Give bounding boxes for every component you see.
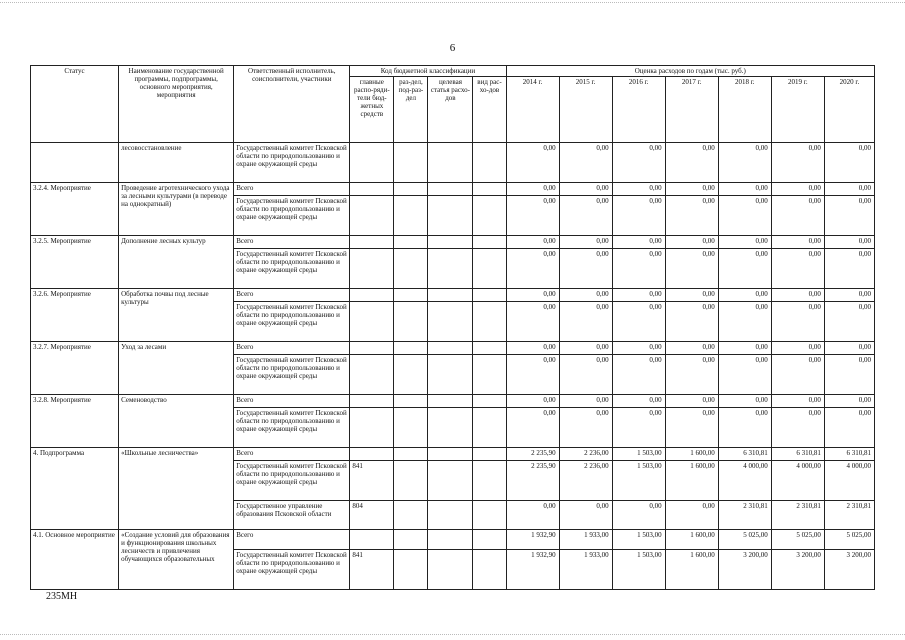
code-kind-cell — [473, 530, 506, 550]
header-code-target: целевая статья расхо-дов — [428, 77, 473, 143]
code-target-cell — [428, 143, 473, 183]
code-section-cell — [394, 196, 428, 236]
responsible-cell: Государственный комитет Псковской области по природопользованию и охране окружающей среды — [234, 461, 350, 501]
value-cell: 0,00 — [612, 355, 665, 395]
value-cell: 0,00 — [559, 302, 612, 342]
value-cell: 0,00 — [665, 249, 718, 289]
value-cell: 2 236,00 — [559, 448, 612, 461]
code-main-cell — [350, 342, 394, 355]
value-cell: 0,00 — [718, 342, 771, 355]
value-cell: 0,00 — [612, 236, 665, 249]
code-kind-cell — [473, 550, 506, 590]
header-year: 2019 г. — [771, 77, 824, 143]
value-cell: 0,00 — [665, 302, 718, 342]
name-cell: лесовосстановление — [119, 143, 234, 183]
value-cell: 0,00 — [665, 143, 718, 183]
value-cell: 0,00 — [824, 143, 874, 183]
table-row — [31, 236, 875, 249]
value-cell: 2 235,90 — [506, 448, 559, 461]
code-kind-cell — [473, 448, 506, 461]
code-main-cell: 841 — [350, 550, 394, 590]
value-cell: 0,00 — [665, 183, 718, 196]
value-cell: 0,00 — [824, 302, 874, 342]
code-main-cell — [350, 530, 394, 550]
value-cell: 0,00 — [824, 183, 874, 196]
value-cell: 0,00 — [506, 249, 559, 289]
value-cell: 1 933,00 — [559, 530, 612, 550]
code-target-cell — [428, 501, 473, 530]
value-cell: 1 503,00 — [612, 448, 665, 461]
value-cell: 0,00 — [612, 289, 665, 302]
value-cell: 0,00 — [506, 143, 559, 183]
code-target-cell — [428, 530, 473, 550]
name-cell: Дополнение лесных культур — [119, 236, 234, 289]
value-cell: 0,00 — [506, 236, 559, 249]
header-year: 2015 г. — [559, 77, 612, 143]
responsible-cell: Всего — [234, 448, 350, 461]
code-target-cell — [428, 448, 473, 461]
responsible-cell: Государственный комитет Псковской области по природопользованию и охране окружающей среды — [234, 355, 350, 395]
value-cell: 6 310,81 — [771, 448, 824, 461]
code-section-cell — [394, 289, 428, 302]
document-code: 235МН — [46, 591, 78, 602]
header-status: Статус — [31, 66, 119, 143]
value-cell: 0,00 — [771, 183, 824, 196]
value-cell: 0,00 — [506, 302, 559, 342]
responsible-cell: Государственное управление образования Псковской области — [234, 501, 350, 530]
code-section-cell — [394, 183, 428, 196]
name-cell: «Создание условий для образования и функционирования школьных лесничеств и привлечения обучающихся образовательных — [119, 530, 234, 590]
value-cell: 0,00 — [771, 395, 824, 408]
code-main-cell — [350, 196, 394, 236]
code-main-cell — [350, 408, 394, 448]
value-cell: 0,00 — [612, 143, 665, 183]
value-cell: 0,00 — [665, 501, 718, 530]
value-cell: 0,00 — [771, 236, 824, 249]
value-cell: 3 200,00 — [824, 550, 874, 590]
value-cell: 0,00 — [824, 196, 874, 236]
value-cell: 1 932,90 — [506, 550, 559, 590]
header-responsible: Ответственный исполнитель, соисполнители, участники — [234, 66, 350, 143]
value-cell: 0,00 — [559, 355, 612, 395]
value-cell: 0,00 — [559, 196, 612, 236]
responsible-cell: Государственный комитет Псковской области по природопользованию и охране окружающей среды — [234, 143, 350, 183]
table-row — [31, 342, 875, 355]
value-cell: 2 310,81 — [771, 501, 824, 530]
code-target-cell — [428, 249, 473, 289]
value-cell: 0,00 — [559, 395, 612, 408]
header-code-section: раз-дел, под-раз-дел — [394, 77, 428, 143]
name-cell: «Школьные лесничества» — [119, 448, 234, 530]
value-cell: 2 236,00 — [559, 461, 612, 501]
code-main-cell — [350, 289, 394, 302]
value-cell: 0,00 — [718, 395, 771, 408]
header-name: Наименование государственной программы, подпрограммы, основного мероприятия, мероприятия — [119, 66, 234, 143]
value-cell: 0,00 — [506, 501, 559, 530]
value-cell: 0,00 — [612, 395, 665, 408]
value-cell: 0,00 — [824, 249, 874, 289]
value-cell: 1 503,00 — [612, 530, 665, 550]
code-main-cell — [350, 183, 394, 196]
value-cell: 0,00 — [771, 289, 824, 302]
scan-bottom-edge — [0, 634, 905, 635]
value-cell: 0,00 — [612, 196, 665, 236]
status-cell: 3.2.6. Мероприятие — [31, 289, 119, 342]
value-cell: 0,00 — [506, 289, 559, 302]
table-row — [31, 143, 875, 183]
value-cell: 1 600,00 — [665, 550, 718, 590]
code-main-cell: 804 — [350, 501, 394, 530]
code-main-cell — [350, 143, 394, 183]
value-cell: 0,00 — [612, 302, 665, 342]
code-section-cell — [394, 342, 428, 355]
code-section-cell — [394, 501, 428, 530]
value-cell: 0,00 — [771, 302, 824, 342]
code-target-cell — [428, 183, 473, 196]
value-cell: 0,00 — [771, 408, 824, 448]
code-main-cell — [350, 249, 394, 289]
code-target-cell — [428, 302, 473, 342]
value-cell: 0,00 — [771, 143, 824, 183]
responsible-cell: Государственный комитет Псковской области по природопользованию и охране окружающей среды — [234, 408, 350, 448]
header-code-main: главные распо-ряди-тели бюд-жетных средств — [350, 77, 394, 143]
name-cell: Семеноводство — [119, 395, 234, 448]
value-cell: 5 025,00 — [771, 530, 824, 550]
table-row — [31, 530, 875, 550]
value-cell: 0,00 — [718, 143, 771, 183]
code-target-cell — [428, 236, 473, 249]
value-cell: 0,00 — [559, 408, 612, 448]
value-cell: 0,00 — [771, 196, 824, 236]
value-cell: 0,00 — [718, 183, 771, 196]
code-kind-cell — [473, 249, 506, 289]
value-cell: 4 000,00 — [824, 461, 874, 501]
value-cell: 1 932,90 — [506, 530, 559, 550]
value-cell: 0,00 — [665, 342, 718, 355]
code-section-cell — [394, 530, 428, 550]
value-cell: 0,00 — [718, 302, 771, 342]
header-code-kind: вид рас-хо-дов — [473, 77, 506, 143]
value-cell: 0,00 — [665, 289, 718, 302]
value-cell: 0,00 — [771, 342, 824, 355]
table-row — [31, 183, 875, 196]
page-number: 6 — [449, 42, 456, 54]
code-section-cell — [394, 236, 428, 249]
code-main-cell — [350, 448, 394, 461]
value-cell: 6 310,81 — [824, 448, 874, 461]
value-cell: 1 600,00 — [665, 461, 718, 501]
value-cell: 4 000,00 — [718, 461, 771, 501]
value-cell: 1 503,00 — [612, 550, 665, 590]
responsible-cell: Всего — [234, 289, 350, 302]
value-cell: 0,00 — [506, 395, 559, 408]
value-cell: 5 025,00 — [824, 530, 874, 550]
header-estimate-group: Оценка расходов по годам (тыс. руб.) — [506, 66, 874, 77]
value-cell: 1 600,00 — [665, 448, 718, 461]
value-cell: 0,00 — [559, 143, 612, 183]
status-cell — [31, 143, 119, 183]
code-target-cell — [428, 342, 473, 355]
code-kind-cell — [473, 342, 506, 355]
code-main-cell: 841 — [350, 461, 394, 501]
code-kind-cell — [473, 196, 506, 236]
table-row — [31, 448, 875, 461]
value-cell: 5 025,00 — [718, 530, 771, 550]
value-cell: 0,00 — [824, 395, 874, 408]
code-target-cell — [428, 408, 473, 448]
value-cell: 2 235,90 — [506, 461, 559, 501]
value-cell: 0,00 — [665, 395, 718, 408]
responsible-cell: Всего — [234, 183, 350, 196]
code-section-cell — [394, 143, 428, 183]
status-cell: 3.2.7. Мероприятие — [31, 342, 119, 395]
value-cell: 0,00 — [665, 408, 718, 448]
budget-table — [30, 65, 875, 590]
value-cell: 0,00 — [824, 342, 874, 355]
code-kind-cell — [473, 183, 506, 196]
code-main-cell — [350, 395, 394, 408]
code-section-cell — [394, 302, 428, 342]
value-cell: 4 000,00 — [771, 461, 824, 501]
value-cell: 0,00 — [665, 236, 718, 249]
header-year: 2017 г. — [665, 77, 718, 143]
value-cell: 0,00 — [612, 249, 665, 289]
value-cell: 0,00 — [506, 355, 559, 395]
name-cell: Уход за лесами — [119, 342, 234, 395]
responsible-cell: Всего — [234, 530, 350, 550]
header-year: 2014 г. — [506, 77, 559, 143]
value-cell: 0,00 — [824, 408, 874, 448]
value-cell: 0,00 — [824, 236, 874, 249]
code-kind-cell — [473, 461, 506, 501]
code-target-cell — [428, 196, 473, 236]
status-cell: 3.2.8. Мероприятие — [31, 395, 119, 448]
value-cell: 1 600,00 — [665, 530, 718, 550]
value-cell: 0,00 — [559, 501, 612, 530]
code-kind-cell — [473, 501, 506, 530]
code-main-cell — [350, 236, 394, 249]
value-cell: 0,00 — [559, 249, 612, 289]
table-row — [31, 395, 875, 408]
code-target-cell — [428, 461, 473, 501]
value-cell: 3 200,00 — [718, 550, 771, 590]
status-cell: 3.2.5. Мероприятие — [31, 236, 119, 289]
header-year: 2016 г. — [612, 77, 665, 143]
code-target-cell — [428, 395, 473, 408]
name-cell: Обработка почвы под лесные культуры — [119, 289, 234, 342]
code-kind-cell — [473, 355, 506, 395]
code-main-cell — [350, 302, 394, 342]
value-cell: 0,00 — [506, 183, 559, 196]
code-section-cell — [394, 355, 428, 395]
value-cell: 1 933,00 — [559, 550, 612, 590]
code-kind-cell — [473, 302, 506, 342]
value-cell: 0,00 — [824, 289, 874, 302]
responsible-cell: Всего — [234, 342, 350, 355]
responsible-cell: Всего — [234, 395, 350, 408]
header-code-group: Код бюджетной классификации — [350, 66, 506, 77]
value-cell: 0,00 — [612, 183, 665, 196]
value-cell: 0,00 — [612, 501, 665, 530]
header-year: 2018 г. — [718, 77, 771, 143]
value-cell: 1 503,00 — [612, 461, 665, 501]
value-cell: 0,00 — [718, 236, 771, 249]
code-target-cell — [428, 355, 473, 395]
value-cell: 2 310,81 — [824, 501, 874, 530]
value-cell: 0,00 — [718, 249, 771, 289]
status-cell: 3.2.4. Мероприятие — [31, 183, 119, 236]
code-kind-cell — [473, 408, 506, 448]
code-section-cell — [394, 550, 428, 590]
value-cell: 0,00 — [612, 408, 665, 448]
value-cell: 0,00 — [559, 342, 612, 355]
value-cell: 0,00 — [718, 408, 771, 448]
value-cell: 0,00 — [718, 196, 771, 236]
status-cell: 4.1. Основное мероприятие — [31, 530, 119, 590]
value-cell: 0,00 — [506, 342, 559, 355]
value-cell: 0,00 — [506, 196, 559, 236]
scan-top-edge — [0, 2, 905, 3]
status-cell: 4. Подпрограмма — [31, 448, 119, 530]
value-cell: 0,00 — [718, 289, 771, 302]
code-kind-cell — [473, 395, 506, 408]
code-section-cell — [394, 249, 428, 289]
value-cell: 0,00 — [824, 355, 874, 395]
value-cell: 0,00 — [771, 355, 824, 395]
responsible-cell: Государственный комитет Псковской области по природопользованию и охране окружающей среды — [234, 249, 350, 289]
value-cell: 0,00 — [771, 249, 824, 289]
code-section-cell — [394, 448, 428, 461]
value-cell: 0,00 — [612, 342, 665, 355]
code-kind-cell — [473, 143, 506, 183]
value-cell: 0,00 — [718, 355, 771, 395]
code-main-cell — [350, 355, 394, 395]
value-cell: 0,00 — [559, 236, 612, 249]
value-cell: 3 200,00 — [771, 550, 824, 590]
responsible-cell: Всего — [234, 236, 350, 249]
value-cell: 0,00 — [665, 196, 718, 236]
name-cell: Проведение агротехнического ухода за лесными культурами (в переводе на однократный) — [119, 183, 234, 236]
value-cell: 0,00 — [506, 408, 559, 448]
header-year: 2020 г. — [824, 77, 874, 143]
value-cell: 0,00 — [559, 183, 612, 196]
value-cell: 2 310,81 — [718, 501, 771, 530]
table-row — [31, 289, 875, 302]
code-kind-cell — [473, 289, 506, 302]
code-kind-cell — [473, 236, 506, 249]
code-target-cell — [428, 550, 473, 590]
value-cell: 6 310,81 — [718, 448, 771, 461]
responsible-cell: Государственный комитет Псковской области по природопользованию и охране окружающей среды — [234, 302, 350, 342]
code-target-cell — [428, 289, 473, 302]
code-section-cell — [394, 408, 428, 448]
value-cell: 0,00 — [559, 289, 612, 302]
code-section-cell — [394, 461, 428, 501]
value-cell: 0,00 — [665, 355, 718, 395]
responsible-cell: Государственный комитет Псковской области по природопользованию и охране окружающей среды — [234, 196, 350, 236]
responsible-cell: Государственный комитет Псковской области по природопользованию и охране окружающей среды — [234, 550, 350, 590]
code-section-cell — [394, 395, 428, 408]
